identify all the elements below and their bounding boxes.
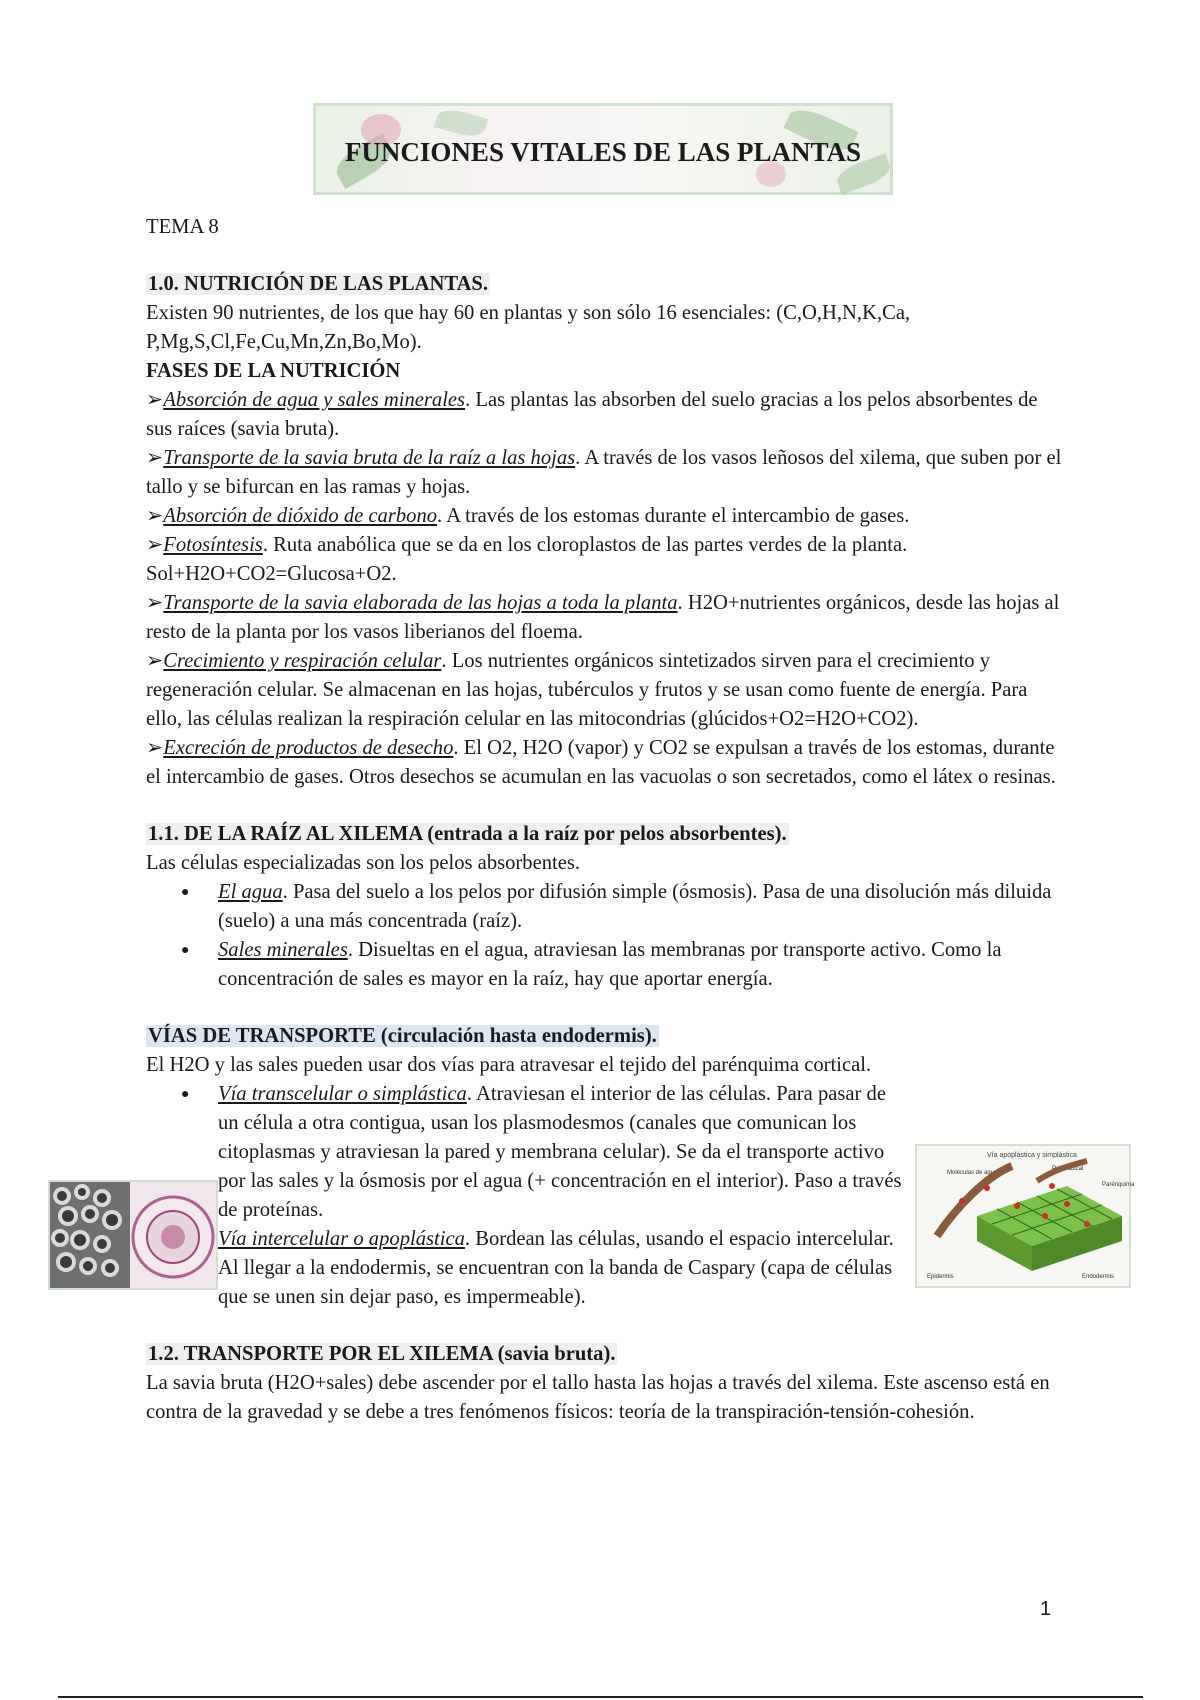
arrow-bullet-icon: ➢: [146, 447, 164, 469]
root-item-text: . Pasa del suelo a los pelos por difusión simple (ósmosis). Pasa de una disolución más diluida (suelo) a una más concentrada (raíz).: [218, 881, 1052, 932]
root-items-list: [146, 878, 1066, 994]
apoplast-symplast-diagram: [915, 1144, 1135, 1288]
section-1-2-text: La savia bruta (H2O+sales) debe ascender por el tallo hasta las hojas a través del xilema. Este ascenso está en contra de la gravedad y se debe a tres fenómenos físicos: teoría de la transpiración-tensión-cohesión.: [146, 1372, 1050, 1423]
arrow-bullet-icon: ➢: [146, 737, 164, 759]
phase-item: [146, 734, 1066, 792]
arrow-bullet-icon: ➢: [146, 650, 164, 672]
phase-text: . A través de los estomas durante el intercambio de gases.: [437, 505, 910, 527]
intro-line-2: P,Mg,S,Cl,Fe,Cu,Mn,Zn,Bo,Mo).: [146, 331, 422, 353]
section-heading-1-2: 1.2. TRANSPORTE POR EL XILEMA (savia bruta).: [148, 1343, 616, 1365]
phase-title: Excreción de productos de desecho: [163, 737, 454, 759]
via-item: [146, 1080, 906, 1225]
title-banner: [313, 103, 893, 195]
document-title: FUNCIONES VITALES DE LAS PLANTAS: [344, 137, 862, 167]
diagram-title: Vía apoplástica y simplástica: [987, 1152, 1077, 1159]
page-number: 1: [1040, 1598, 1052, 1620]
phase-text: . El O2, H2O (vapor) y CO2 se expulsan a través de los estomas, durante el intercambio de gases. Otros desechos se acumulan en las vacuolas o son secretados, como el látex o resinas.: [146, 737, 1056, 788]
arrow-bullet-icon: ➢: [146, 592, 164, 614]
phases-list: [146, 386, 1066, 792]
phase-item: [146, 502, 1066, 531]
phase-title: Fotosíntesis: [163, 534, 263, 556]
via-item: [146, 1225, 906, 1312]
root-item-title: Sales minerales: [218, 939, 348, 961]
root-item: [146, 936, 1066, 994]
vias-items-list: [146, 1080, 906, 1312]
via-item-title: Vía transcelular o simplástica: [218, 1083, 467, 1105]
arrow-bullet-icon: ➢: [146, 389, 164, 411]
phase-item: [146, 531, 1066, 589]
section-heading-1-1: 1.1. DE LA RAÍZ AL XILEMA (entrada a la raíz por pelos absorbentes).: [148, 823, 787, 845]
phase-title: Absorción de agua y sales minerales: [163, 389, 466, 411]
phase-item: [146, 647, 1066, 734]
phase-title: Transporte de la savia bruta de la raíz a las hojas: [163, 447, 576, 469]
bullet-dot-icon: ●: [181, 885, 190, 900]
bullet-dot-icon: ●: [181, 943, 190, 958]
root-item-title: El agua: [218, 881, 283, 903]
phase-text: . Los nutrientes orgánicos sintetizados sirven para el crecimiento y regeneración celular. Se almacenan en las hojas, tubérculos y frutos y se usan como fuente de energía. Para ello, las células realizan la respiración celular en las mitocondrias (glúcidos+O2=H2O+CO2).: [146, 650, 1028, 730]
phase-title: Transporte de la savia elaborada de las hojas a toda la planta: [163, 592, 678, 614]
intro-line-1: Existen 90 nutrientes, de los que hay 60 en plantas y son sólo 16 esenciales: (C,O,H,N,K,Ca,: [146, 302, 911, 324]
diagram-label-water: Moléculas de agua: [947, 1170, 998, 1176]
root-item: [146, 878, 1066, 936]
phase-item: [146, 386, 1066, 444]
diagram-label-endodermis: Endodermis: [1082, 1274, 1115, 1280]
via-item-text: . Bordean las células, usando el espacio intercelular. Al llegar a la endodermis, se encuentran con la banda de Caspary (capa de células que se unen sin dejar paso, es impermeable).: [218, 1228, 894, 1308]
section-heading-vias: VÍAS DE TRANSPORTE (circulación hasta endodermis).: [148, 1025, 657, 1047]
diagram-label-parenchyma: Parénquima: [1102, 1182, 1135, 1188]
arrow-bullet-icon: ➢: [146, 505, 164, 527]
via-item-title: Vía intercelular o apoplástica: [218, 1228, 465, 1250]
vias-intro: El H2O y las sales pueden usar dos vías para atravesar el tejido del parénquima cortical.: [146, 1054, 872, 1076]
section-heading-1-0: 1.0. NUTRICIÓN DE LAS PLANTAS.: [148, 273, 489, 295]
subject-label: TEMA 8: [146, 216, 219, 238]
phase-title: Absorción de dióxido de carbono: [163, 505, 438, 527]
footer-rule: [58, 1696, 1143, 1698]
phase-title: Crecimiento y respiración celular: [163, 650, 442, 672]
phase-item: [146, 444, 1066, 502]
via-item-text: . Atraviesan el interior de las células. Para pasar de un célula a otra contigua, usan los plasmodesmos (canales que comunican los citoplasmas y atraviesan la pared y membrana celular). Se da el transporte activo por las sales y la ósmosis por el agua (+ concentración en el interior). Paso a través de proteínas.: [218, 1083, 902, 1221]
bullet-dot-icon: ●: [181, 1087, 190, 1102]
root-cross-section-image: [48, 1180, 218, 1290]
root-item-text: . Disueltas en el agua, atraviesan las membranas por transporte activo. Como la concentración de sales es mayor en la raíz, hay que aportar energía.: [218, 939, 1002, 990]
phase-text: . A través de los vasos leñosos del xilema, que suben por el tallo y se bifurcan en las ramas y hojas.: [146, 447, 1062, 498]
phase-text: . H2O+nutrientes orgánicos, desde las hojas al resto de la planta por los vasos liberianos del floema.: [146, 592, 1060, 643]
diagram-label-root-hair: Pelo radical: [1052, 1166, 1084, 1172]
arrow-bullet-icon: ➢: [146, 534, 164, 556]
phase-text: . Ruta anabólica que se da en los cloroplastos de las partes verdes de la planta. Sol+H2O+CO2=Glucosa+O2.: [146, 534, 908, 585]
diagram-label-epidermis: Epidermis: [927, 1274, 954, 1280]
section-1-1-intro: Las células especializadas son los pelos absorbentes.: [146, 852, 581, 874]
phase-text: . Las plantas las absorben del suelo gracias a los pelos absorbentes de sus raíces (savia bruta).: [146, 389, 1038, 440]
phases-subheading: FASES DE LA NUTRICIÓN: [146, 360, 401, 382]
phase-item: [146, 589, 1066, 647]
